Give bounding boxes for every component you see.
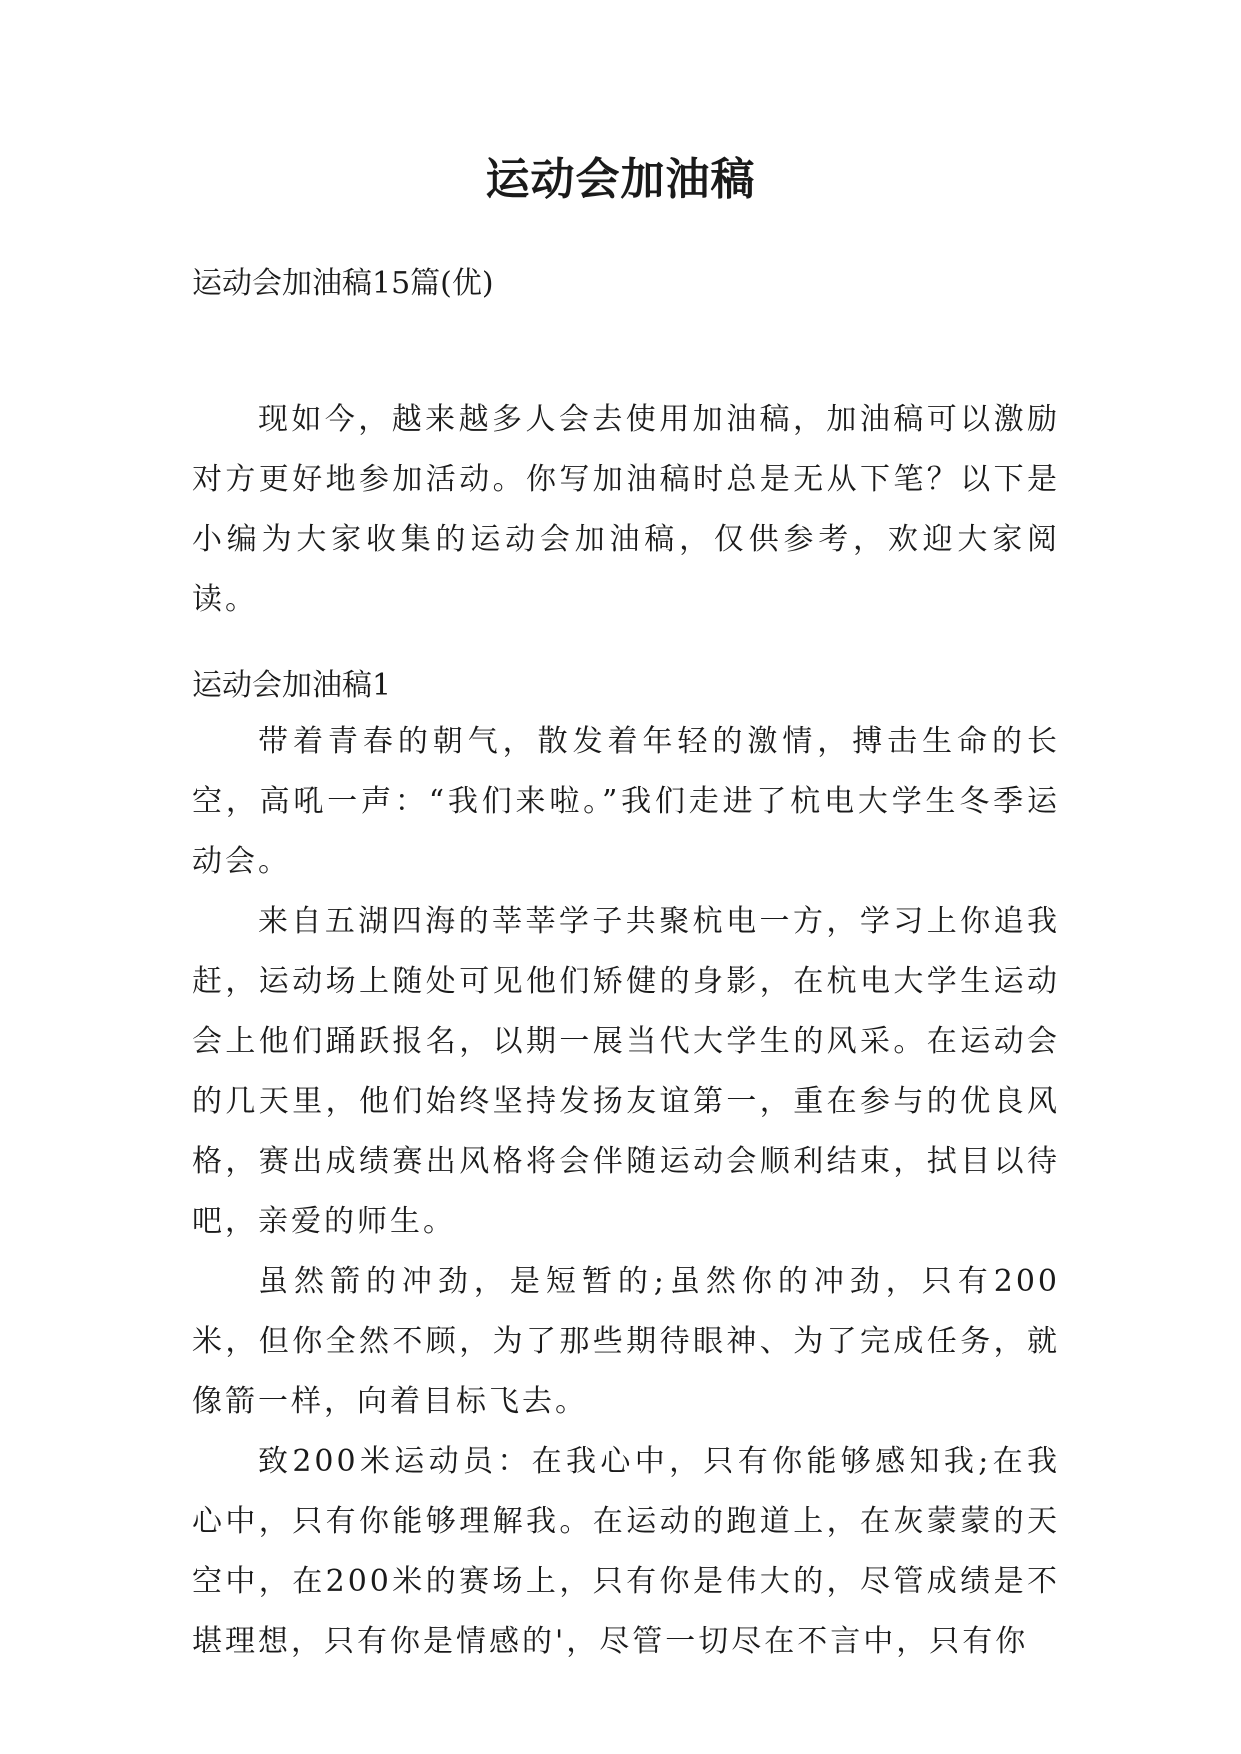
body-paragraph: 带着青春的朝气，散发着年轻的激情，搏击生命的长空，高吼一声：“我们来啦。”我们走进了杭电大学生冬季运动会。 <box>192 724 1060 879</box>
document-body <box>192 262 1060 1672</box>
body-paragraph: 来自五湖四海的莘莘学子共聚杭电一方，学习上你追我赶，运动场上随处可见他们矫健的身影，在杭电大学生运动会上他们踊跃报名，以期一展当代大学生的风采。在运动会的几天里，他们始终坚持发扬友谊第一，重在参与的优良风格，赛出成绩赛出风格将会伴随运动会顺利结束，拭目以待吧，亲爱的师生。 <box>192 904 1060 1239</box>
section-heading: 运动会加油稿1 <box>192 668 392 703</box>
document-title: 运动会加油稿 <box>485 154 756 205</box>
body-paragraph: 虽然箭的冲劲，是短暂的;虽然你的冲劲，只有200米，但你全然不顾，为了那些期待眼神、为了完成任务，就像箭一样，向着目标飞去。 <box>192 1264 1060 1419</box>
intro-paragraph: 现如今，越来越多人会去使用加油稿，加油稿可以激励对方更好地参加活动。你写加油稿时总是无从下笔？以下是小编为大家收集的运动会加油稿，仅供参考，欢迎大家阅读。 <box>192 402 1060 617</box>
body-paragraph: 致200米运动员：在我心中，只有你能够感知我;在我心中，只有你能够理解我。在运动的跑道上，在灰蒙蒙的天空中，在200米的赛场上，只有你是伟大的，尽管成绩是不堪理想，只有你是情感的'，尽管一切尽在不言中，只有你 <box>192 1444 1060 1659</box>
document-subtitle: 运动会加油稿15篇(优) <box>192 266 494 301</box>
